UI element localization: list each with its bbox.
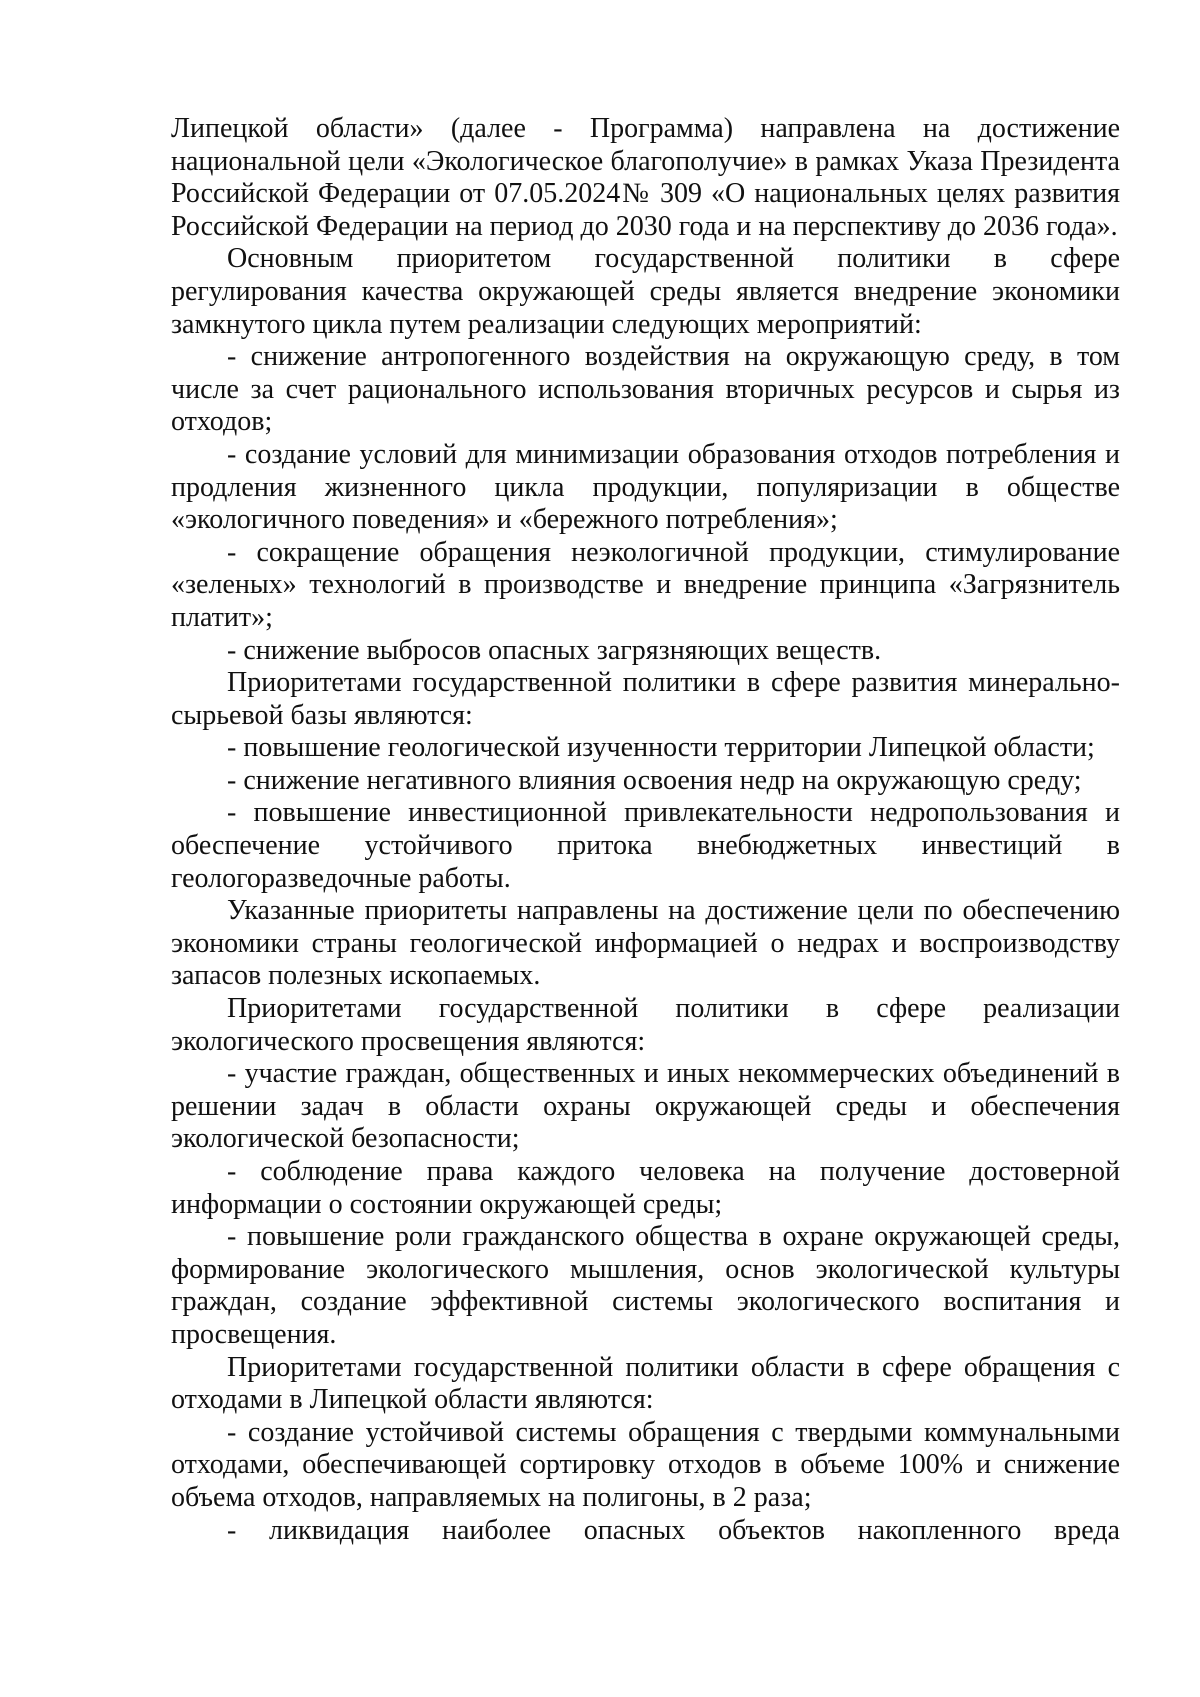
document-page xyxy=(171,113,1120,1547)
paragraph: Приоритетами государственной политики области в сфере обращения с отходами в Липецкой области являются: xyxy=(171,1351,1120,1416)
list-item: - повышение инвестиционной привлекательности недропользования и обеспечение устойчивого притока внебюджетных инвестиций в геологоразведочные работы. xyxy=(171,797,1120,894)
paragraph: Липецкой области» (далее - Программа) направлена на достижение национальной цели «Экологическое благополучие» в рамках Указа Президента Российской Федерации от 07.05.2024№ 309 «О национальных целях развития Российской Федерации на период до 2030 года и на перспективу до 2036 года». xyxy=(171,113,1120,242)
list-item: - снижение негативного влияния освоения недр на окружающую среду; xyxy=(227,764,1082,796)
list-item: - ликвидация наиболее опасных объектов накопленного вреда xyxy=(227,1514,1120,1546)
list-item: - повышение роли гражданского общества в охране окружающей среды, формирование экологического мышления, основ экологической культуры граждан, создание эффективной системы экологического воспитания и просвещения. xyxy=(171,1221,1120,1350)
list-item: - снижение выбросов опасных загрязняющих веществ. xyxy=(227,634,882,666)
list-item: - создание устойчивой системы обращения с твердыми коммунальными отходами, обеспечивающей сортировку отходов в объеме 100% и снижение объема отходов, направляемых на полигоны, в 2 раза; xyxy=(171,1416,1120,1513)
list-item: - снижение антропогенного воздействия на окружающую среду, в том числе за счет рационального использования вторичных ресурсов и сырья из отходов; xyxy=(171,341,1120,438)
list-item: - соблюдение права каждого человека на получение достоверной информации о состоянии окружающей среды; xyxy=(171,1156,1120,1220)
list-item: - повышение геологической изученности территории Липецкой области; xyxy=(227,732,1095,764)
paragraph: Основным приоритетом государственной политики в сфере регулирования качества окружающей среды является внедрение экономики замкнутого цикла путем реализации следующих мероприятий: xyxy=(171,243,1120,340)
paragraph: Приоритетами государственной политики в сфере реализации экологического просвещения являются: xyxy=(171,993,1120,1057)
paragraph: Указанные приоритеты направлены на достижение цели по обеспечению экономики страны геологической информацией о недрах и воспроизводству запасов полезных ископаемых. xyxy=(171,895,1120,992)
list-item: - сокращение обращения неэкологичной продукции, стимулирование «зеленых» технологий в производстве и внедрение принципа «Загрязнитель платит»; xyxy=(171,536,1120,633)
list-item: - участие граждан, общественных и иных некоммерческих объединений в решении задач в области охраны окружающей среды и обеспечения экологической безопасности; xyxy=(171,1058,1120,1155)
list-item: - создание условий для минимизации образования отходов потребления и продления жизненного цикла продукции, популяризации в обществе «экологичного поведения» и «бережного потребления»; xyxy=(171,438,1120,536)
paragraph: Приоритетами государственной политики в сфере развития минерально-сырьевой базы являются: xyxy=(171,667,1120,731)
